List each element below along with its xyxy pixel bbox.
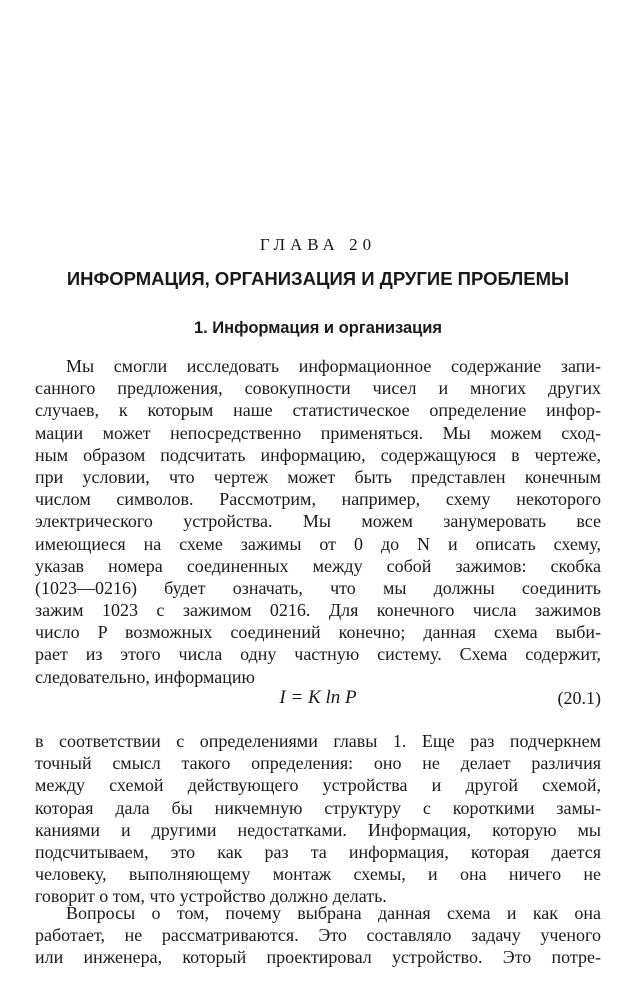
paragraph-2 [35, 730, 601, 908]
section-title: 1. Информация и организация [193, 319, 443, 337]
equation-number: (20.1) [557, 688, 601, 708]
text-line: между схемой действующего устройства и другой схемой, [35, 775, 601, 796]
text-line: электрического устройства. Мы можем занумеровать все [35, 511, 601, 532]
equation: I = K ln P [279, 687, 357, 708]
text-line: зажим 1023 с зажимом 0216. Для конечного числа зажимов [35, 600, 601, 621]
text-line: говорит о том, что устройство должно делать. [35, 886, 387, 907]
equation-row [35, 685, 601, 711]
text-line: рает из этого числа одну частную систему. Схема содержит, [35, 644, 601, 665]
text-line: каниями и другими недостатками. Информация, которую мы [35, 819, 601, 840]
text-line: число P возможных соединений конечно; данная схема выби- [35, 622, 601, 643]
book-page [35, 0, 601, 1000]
text-line: случаев, к которым наше статистическое определение инфор- [35, 400, 601, 421]
chapter-label: ГЛАВА 20 [259, 235, 377, 254]
text-line: ным образом подсчитать информацию, содержащуюся в чертеже, [35, 444, 601, 465]
text-line: в соответствии с определениями главы 1. Еще раз подчеркнем [35, 731, 601, 751]
text-line: Мы смогли исследовать информационное содержание запи- [66, 356, 601, 376]
text-line: санного предложения, совокупности чисел и многих других [35, 378, 601, 399]
text-line: следовательно, информацию [35, 666, 255, 687]
text-line: точный смысл такого определения: оно не делает различия [35, 753, 601, 774]
text-line: человеку, выполняющему монтаж схемы, и она ничего не [35, 864, 601, 885]
chapter-title: ИНФОРМАЦИЯ, ОРГАНИЗАЦИЯ И ДРУГИЕ ПРОБЛЕМЫ [66, 268, 570, 289]
text-line: которая дала бы никчемную структуру с короткими замы- [35, 797, 601, 818]
text-line: или инженера, который проектировал устройство. Это потре- [35, 947, 601, 968]
paragraph-1 [35, 355, 601, 688]
text-line: указав номера соединенных между собой зажимов: скобка [35, 555, 601, 576]
text-line: числом символов. Рассмотрим, например, схему некоторого [35, 489, 601, 510]
text-line: работает, не рассматриваются. Это составляло задачу ученого [35, 925, 601, 946]
paragraph-3 [35, 902, 601, 969]
text-line: при условии, что чертеж может быть представлен конечным [35, 466, 601, 487]
text-line: подсчитываем, это как раз та информация, которая дается [35, 841, 601, 862]
text-line: имеющиеся на схеме зажимы от 0 до N и описать схему, [35, 533, 601, 554]
text-line: мации может непосредственно применяться. Мы можем сход- [35, 422, 601, 443]
text-line: (1023—0216) будет означать, что мы должны соединить [35, 577, 601, 598]
text-line: Вопросы о том, почему выбрана данная схема и как она [66, 903, 601, 923]
